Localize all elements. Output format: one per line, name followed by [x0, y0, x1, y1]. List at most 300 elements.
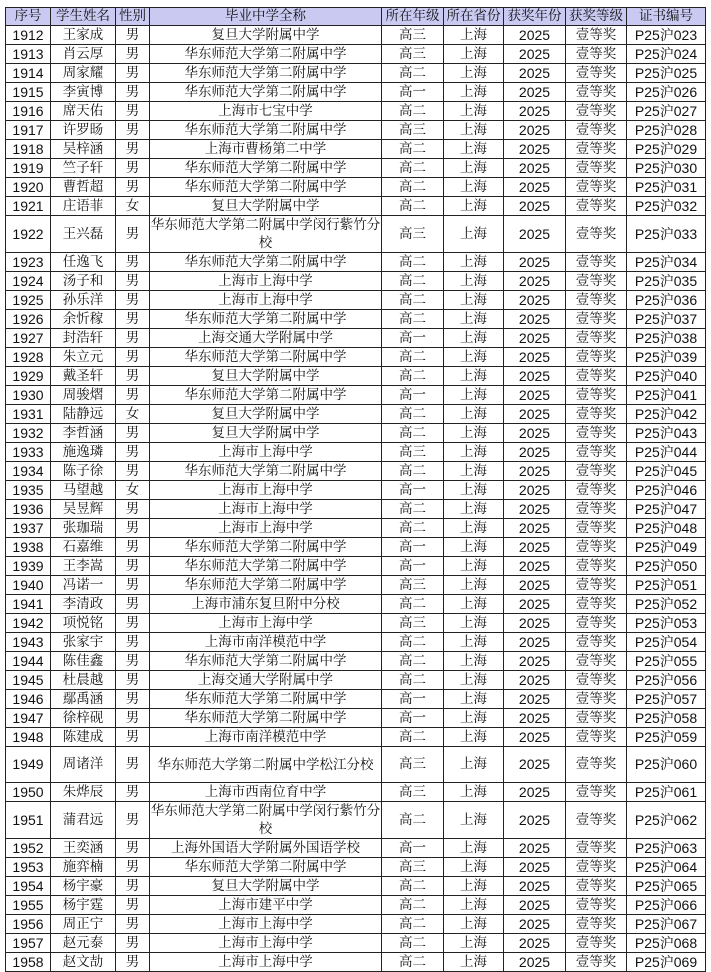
- province-cell: 上海: [444, 45, 504, 64]
- table-row: [6, 747, 706, 783]
- award-level-cell: 壹等奖: [566, 896, 627, 915]
- table-row: [6, 633, 706, 652]
- table-row: [6, 934, 706, 953]
- header-grade: 所在年级: [382, 8, 444, 26]
- table-row: [6, 102, 706, 121]
- certificate-no-cell: P25沪045: [627, 462, 706, 481]
- school-cell: 复旦大学附属中学: [150, 424, 382, 443]
- gender-cell: 男: [116, 896, 150, 915]
- province-cell: 上海: [444, 614, 504, 633]
- year-cell: 2025: [504, 197, 566, 216]
- school-cell: 上海市建平中学: [150, 896, 382, 915]
- year-cell: 2025: [504, 633, 566, 652]
- certificate-no-cell: P25沪025: [627, 64, 706, 83]
- student-name-cell: 孙乐洋: [51, 291, 116, 310]
- index-cell: 1938: [6, 538, 51, 557]
- index-cell: 1946: [6, 690, 51, 709]
- table-row: [6, 519, 706, 538]
- award-level-cell: 壹等奖: [566, 652, 627, 671]
- grade-cell: 高二: [382, 519, 444, 538]
- province-cell: 上海: [444, 197, 504, 216]
- school-cell: 复旦大学附属中学: [150, 197, 382, 216]
- index-cell: 1957: [6, 934, 51, 953]
- award-level-cell: 壹等奖: [566, 45, 627, 64]
- school-cell: 华东师范大学第二附属中学: [150, 121, 382, 140]
- table-row: [6, 652, 706, 671]
- gender-cell: 男: [116, 633, 150, 652]
- grade-cell: 高一: [382, 481, 444, 500]
- grade-cell: 高二: [382, 728, 444, 747]
- table-row: [6, 443, 706, 462]
- province-cell: 上海: [444, 159, 504, 178]
- grade-cell: 高三: [382, 443, 444, 462]
- gender-cell: 男: [116, 159, 150, 178]
- province-cell: 上海: [444, 83, 504, 102]
- table-row: [6, 557, 706, 576]
- certificate-no-cell: P25沪054: [627, 633, 706, 652]
- gender-cell: 男: [116, 26, 150, 45]
- school-cell: 上海市上海中学: [150, 500, 382, 519]
- gender-cell: 男: [116, 538, 150, 557]
- certificate-no-cell: P25沪051: [627, 576, 706, 595]
- province-cell: 上海: [444, 216, 504, 253]
- school-cell: 上海市上海中学: [150, 519, 382, 538]
- student-name-cell: 任逸飞: [51, 253, 116, 272]
- year-cell: 2025: [504, 424, 566, 443]
- table-row: [6, 253, 706, 272]
- certificate-no-cell: P25沪036: [627, 291, 706, 310]
- grade-cell: 高三: [382, 747, 444, 783]
- certificate-no-cell: P25沪049: [627, 538, 706, 557]
- grade-cell: 高二: [382, 367, 444, 386]
- certificate-no-cell: P25沪024: [627, 45, 706, 64]
- gender-cell: 男: [116, 121, 150, 140]
- student-name-cell: 席天佑: [51, 102, 116, 121]
- year-cell: 2025: [504, 858, 566, 877]
- student-name-cell: 王兴磊: [51, 216, 116, 253]
- school-cell: 复旦大学附属中学: [150, 877, 382, 896]
- index-cell: 1956: [6, 915, 51, 934]
- award-level-cell: 壹等奖: [566, 348, 627, 367]
- table-row: [6, 595, 706, 614]
- year-cell: 2025: [504, 519, 566, 538]
- table-row: [6, 783, 706, 802]
- certificate-no-cell: P25沪043: [627, 424, 706, 443]
- province-cell: 上海: [444, 272, 504, 291]
- certificate-no-cell: P25沪034: [627, 253, 706, 272]
- year-cell: 2025: [504, 272, 566, 291]
- index-cell: 1918: [6, 140, 51, 159]
- province-cell: 上海: [444, 329, 504, 348]
- year-cell: 2025: [504, 178, 566, 197]
- school-cell: 华东师范大学第二附属中学: [150, 159, 382, 178]
- table-row: [6, 405, 706, 424]
- school-cell: 华东师范大学第二附属中学: [150, 858, 382, 877]
- school-cell: 华东师范大学第二附属中学: [150, 253, 382, 272]
- index-cell: 1929: [6, 367, 51, 386]
- award-level-cell: 壹等奖: [566, 783, 627, 802]
- award-level-cell: 壹等奖: [566, 462, 627, 481]
- table-row: [6, 839, 706, 858]
- gender-cell: 男: [116, 728, 150, 747]
- student-name-cell: 封浩轩: [51, 329, 116, 348]
- table-row: [6, 576, 706, 595]
- province-cell: 上海: [444, 934, 504, 953]
- year-cell: 2025: [504, 709, 566, 728]
- award-level-cell: 壹等奖: [566, 500, 627, 519]
- school-cell: 上海市西南位育中学: [150, 783, 382, 802]
- grade-cell: 高二: [382, 348, 444, 367]
- award-level-cell: 壹等奖: [566, 443, 627, 462]
- grade-cell: 高二: [382, 405, 444, 424]
- gender-cell: 男: [116, 934, 150, 953]
- table-row: [6, 348, 706, 367]
- table-row: [6, 140, 706, 159]
- grade-cell: 高三: [382, 26, 444, 45]
- table-row: [6, 953, 706, 972]
- school-cell: 华东师范大学第二附属中学闵行紫竹分校: [150, 803, 381, 837]
- province-cell: 上海: [444, 500, 504, 519]
- index-cell: 1948: [6, 728, 51, 747]
- grade-cell: 高二: [382, 291, 444, 310]
- province-cell: 上海: [444, 26, 504, 45]
- student-name-cell: 周家耀: [51, 64, 116, 83]
- award-level-cell: 壹等奖: [566, 291, 627, 310]
- student-name-cell: 张家宇: [51, 633, 116, 652]
- province-cell: 上海: [444, 481, 504, 500]
- year-cell: 2025: [504, 140, 566, 159]
- table-row: [6, 272, 706, 291]
- year-cell: 2025: [504, 576, 566, 595]
- year-cell: 2025: [504, 614, 566, 633]
- award-level-cell: 壹等奖: [566, 953, 627, 972]
- certificate-no-cell: P25沪039: [627, 348, 706, 367]
- certificate-no-cell: P25沪062: [627, 802, 706, 839]
- certificate-no-cell: P25沪032: [627, 197, 706, 216]
- province-cell: 上海: [444, 405, 504, 424]
- grade-cell: 高二: [382, 462, 444, 481]
- index-cell: 1933: [6, 443, 51, 462]
- award-level-cell: 壹等奖: [566, 197, 627, 216]
- certificate-no-cell: P25沪026: [627, 83, 706, 102]
- province-cell: 上海: [444, 121, 504, 140]
- index-cell: 1941: [6, 595, 51, 614]
- table-row: [6, 802, 706, 839]
- year-cell: 2025: [504, 26, 566, 45]
- school-cell: 上海市上海中学: [150, 614, 382, 633]
- school-cell: 华东师范大学第二附属中学: [150, 83, 382, 102]
- year-cell: 2025: [504, 102, 566, 121]
- index-cell: 1955: [6, 896, 51, 915]
- gender-cell: 男: [116, 858, 150, 877]
- gender-cell: 男: [116, 348, 150, 367]
- award-level-cell: 壹等奖: [566, 747, 627, 783]
- certificate-no-cell: P25沪048: [627, 519, 706, 538]
- year-cell: 2025: [504, 557, 566, 576]
- student-name-cell: 陆静远: [51, 405, 116, 424]
- gender-cell: 男: [116, 367, 150, 386]
- index-cell: 1932: [6, 424, 51, 443]
- award-level-cell: 壹等奖: [566, 26, 627, 45]
- school-cell: 上海市南洋模范中学: [150, 728, 382, 747]
- grade-cell: 高二: [382, 500, 444, 519]
- grade-cell: 高二: [382, 802, 444, 839]
- gender-cell: 男: [116, 329, 150, 348]
- grade-cell: 高二: [382, 102, 444, 121]
- certificate-no-cell: P25沪055: [627, 652, 706, 671]
- index-cell: 1942: [6, 614, 51, 633]
- year-cell: 2025: [504, 671, 566, 690]
- student-name-cell: 马望越: [51, 481, 116, 500]
- certificate-no-cell: P25沪067: [627, 915, 706, 934]
- school-cell: 上海交通大学附属中学: [150, 671, 382, 690]
- index-cell: 1934: [6, 462, 51, 481]
- header-year: 获奖年份: [504, 8, 566, 26]
- gender-cell: 男: [116, 310, 150, 329]
- award-level-cell: 壹等奖: [566, 102, 627, 121]
- index-cell: 1921: [6, 197, 51, 216]
- gender-cell: 男: [116, 216, 150, 253]
- certificate-no-cell: P25沪066: [627, 896, 706, 915]
- gender-cell: 男: [116, 291, 150, 310]
- grade-cell: 高二: [382, 671, 444, 690]
- gender-cell: 男: [116, 102, 150, 121]
- year-cell: 2025: [504, 45, 566, 64]
- student-name-cell: 周骏熠: [51, 386, 116, 405]
- certificate-no-cell: P25沪030: [627, 159, 706, 178]
- student-name-cell: 吴梓涵: [51, 140, 116, 159]
- header-award-level: 获奖等级: [566, 8, 627, 26]
- year-cell: 2025: [504, 783, 566, 802]
- year-cell: 2025: [504, 481, 566, 500]
- grade-cell: 高二: [382, 140, 444, 159]
- student-name-cell: 赵文劼: [51, 953, 116, 972]
- certificate-no-cell: P25沪052: [627, 595, 706, 614]
- school-cell: 华东师范大学第二附属中学闵行紫竹分校: [150, 217, 381, 251]
- award-level-cell: 壹等奖: [566, 934, 627, 953]
- school-cell: 上海市浦东复旦附中分校: [150, 595, 382, 614]
- student-name-cell: 竺子轩: [51, 159, 116, 178]
- award-level-cell: 壹等奖: [566, 178, 627, 197]
- certificate-no-cell: P25沪035: [627, 272, 706, 291]
- gender-cell: 男: [116, 802, 150, 839]
- index-cell: 1916: [6, 102, 51, 121]
- student-name-cell: 肖云厚: [51, 45, 116, 64]
- province-cell: 上海: [444, 538, 504, 557]
- student-name-cell: 王家成: [51, 26, 116, 45]
- year-cell: 2025: [504, 802, 566, 839]
- certificate-no-cell: P25沪060: [627, 747, 706, 783]
- award-level-cell: 壹等奖: [566, 728, 627, 747]
- school-cell: 华东师范大学第二附属中学: [150, 462, 382, 481]
- gender-cell: 女: [116, 405, 150, 424]
- table-row: [6, 329, 706, 348]
- table-row: [6, 159, 706, 178]
- grade-cell: 高一: [382, 557, 444, 576]
- year-cell: 2025: [504, 253, 566, 272]
- student-name-cell: 徐梓砚: [51, 709, 116, 728]
- grade-cell: 高二: [382, 877, 444, 896]
- student-name-cell: 汤子和: [51, 272, 116, 291]
- table-row: [6, 83, 706, 102]
- award-level-cell: 壹等奖: [566, 64, 627, 83]
- table-row: [6, 690, 706, 709]
- year-cell: 2025: [504, 329, 566, 348]
- year-cell: 2025: [504, 690, 566, 709]
- certificate-no-cell: P25沪037: [627, 310, 706, 329]
- certificate-no-cell: P25沪065: [627, 877, 706, 896]
- table-row: [6, 64, 706, 83]
- school-cell: 上海市上海中学: [150, 291, 382, 310]
- grade-cell: 高二: [382, 915, 444, 934]
- gender-cell: 男: [116, 783, 150, 802]
- gender-cell: 男: [116, 178, 150, 197]
- certificate-no-cell: P25沪042: [627, 405, 706, 424]
- certificate-no-cell: P25沪040: [627, 367, 706, 386]
- award-level-cell: 壹等奖: [566, 557, 627, 576]
- gender-cell: 男: [116, 915, 150, 934]
- header-index: 序号: [6, 8, 51, 26]
- certificate-no-cell: P25沪059: [627, 728, 706, 747]
- table-row: [6, 178, 706, 197]
- province-cell: 上海: [444, 858, 504, 877]
- school-cell: 上海市曹杨第二中学: [150, 140, 382, 159]
- school-cell: 华东师范大学第二附属中学: [150, 386, 382, 405]
- grade-cell: 高一: [382, 386, 444, 405]
- student-name-cell: 冯诺一: [51, 576, 116, 595]
- school-cell: 华东师范大学第二附属中学: [150, 557, 382, 576]
- grade-cell: 高一: [382, 839, 444, 858]
- certificate-no-cell: P25沪046: [627, 481, 706, 500]
- table-row: [6, 367, 706, 386]
- province-cell: 上海: [444, 802, 504, 839]
- header-gender: 性别: [116, 8, 150, 26]
- grade-cell: 高一: [382, 538, 444, 557]
- certificate-no-cell: P25沪058: [627, 709, 706, 728]
- table-row: [6, 386, 706, 405]
- gender-cell: 男: [116, 671, 150, 690]
- table-row: [6, 424, 706, 443]
- year-cell: 2025: [504, 83, 566, 102]
- award-level-cell: 壹等奖: [566, 576, 627, 595]
- year-cell: 2025: [504, 538, 566, 557]
- index-cell: 1935: [6, 481, 51, 500]
- table-row: [6, 709, 706, 728]
- table-row: [6, 197, 706, 216]
- header-name: 学生姓名: [51, 8, 116, 26]
- award-level-cell: 壹等奖: [566, 253, 627, 272]
- award-level-cell: 壹等奖: [566, 386, 627, 405]
- student-name-cell: 项悦铭: [51, 614, 116, 633]
- year-cell: 2025: [504, 839, 566, 858]
- table-row: [6, 291, 706, 310]
- gender-cell: 男: [116, 443, 150, 462]
- grade-cell: 高三: [382, 216, 444, 253]
- gender-cell: 男: [116, 140, 150, 159]
- school-cell: 上海市南洋模范中学: [150, 633, 382, 652]
- grade-cell: 高三: [382, 45, 444, 64]
- province-cell: 上海: [444, 671, 504, 690]
- year-cell: 2025: [504, 728, 566, 747]
- year-cell: 2025: [504, 896, 566, 915]
- school-cell: 上海市七宝中学: [150, 102, 382, 121]
- award-level-cell: 壹等奖: [566, 802, 627, 839]
- certificate-no-cell: P25沪064: [627, 858, 706, 877]
- award-level-cell: 壹等奖: [566, 140, 627, 159]
- year-cell: 2025: [504, 386, 566, 405]
- index-cell: 1915: [6, 83, 51, 102]
- gender-cell: 男: [116, 386, 150, 405]
- grade-cell: 高一: [382, 690, 444, 709]
- award-level-cell: 壹等奖: [566, 709, 627, 728]
- table-row: [6, 121, 706, 140]
- school-cell: 华东师范大学第二附属中学: [150, 348, 382, 367]
- student-name-cell: 曹哲超: [51, 178, 116, 197]
- student-name-cell: 周正宁: [51, 915, 116, 934]
- gender-cell: 女: [116, 197, 150, 216]
- index-cell: 1917: [6, 121, 51, 140]
- index-cell: 1936: [6, 500, 51, 519]
- province-cell: 上海: [444, 915, 504, 934]
- index-cell: 1914: [6, 64, 51, 83]
- certificate-no-cell: P25沪031: [627, 178, 706, 197]
- certificate-no-cell: P25沪057: [627, 690, 706, 709]
- table-row: [6, 671, 706, 690]
- gender-cell: 男: [116, 557, 150, 576]
- index-cell: 1927: [6, 329, 51, 348]
- year-cell: 2025: [504, 443, 566, 462]
- grade-cell: 高二: [382, 178, 444, 197]
- year-cell: 2025: [504, 953, 566, 972]
- school-cell: 上海市上海中学: [150, 443, 382, 462]
- table-row: [6, 538, 706, 557]
- grade-cell: 高三: [382, 576, 444, 595]
- index-cell: 1940: [6, 576, 51, 595]
- award-level-cell: 壹等奖: [566, 121, 627, 140]
- province-cell: 上海: [444, 519, 504, 538]
- year-cell: 2025: [504, 121, 566, 140]
- year-cell: 2025: [504, 64, 566, 83]
- province-cell: 上海: [444, 576, 504, 595]
- award-level-cell: 壹等奖: [566, 519, 627, 538]
- index-cell: 1931: [6, 405, 51, 424]
- province-cell: 上海: [444, 102, 504, 121]
- index-cell: 1947: [6, 709, 51, 728]
- certificate-no-cell: P25沪044: [627, 443, 706, 462]
- province-cell: 上海: [444, 728, 504, 747]
- index-cell: 1951: [6, 802, 51, 839]
- school-cell: 上海市上海中学: [150, 272, 382, 291]
- gender-cell: 男: [116, 462, 150, 481]
- school-cell: 华东师范大学第二附属中学: [150, 45, 382, 64]
- grade-cell: 高三: [382, 783, 444, 802]
- school-cell: 华东师范大学第二附属中学: [150, 690, 382, 709]
- index-cell: 1943: [6, 633, 51, 652]
- award-level-cell: 壹等奖: [566, 405, 627, 424]
- gender-cell: 男: [116, 953, 150, 972]
- grade-cell: 高二: [382, 953, 444, 972]
- index-cell: 1952: [6, 839, 51, 858]
- school-cell: 复旦大学附属中学: [150, 26, 382, 45]
- province-cell: 上海: [444, 348, 504, 367]
- gender-cell: 男: [116, 747, 150, 783]
- grade-cell: 高一: [382, 83, 444, 102]
- province-cell: 上海: [444, 747, 504, 783]
- index-cell: 1922: [6, 216, 51, 253]
- grade-cell: 高二: [382, 633, 444, 652]
- index-cell: 1953: [6, 858, 51, 877]
- award-level-cell: 壹等奖: [566, 538, 627, 557]
